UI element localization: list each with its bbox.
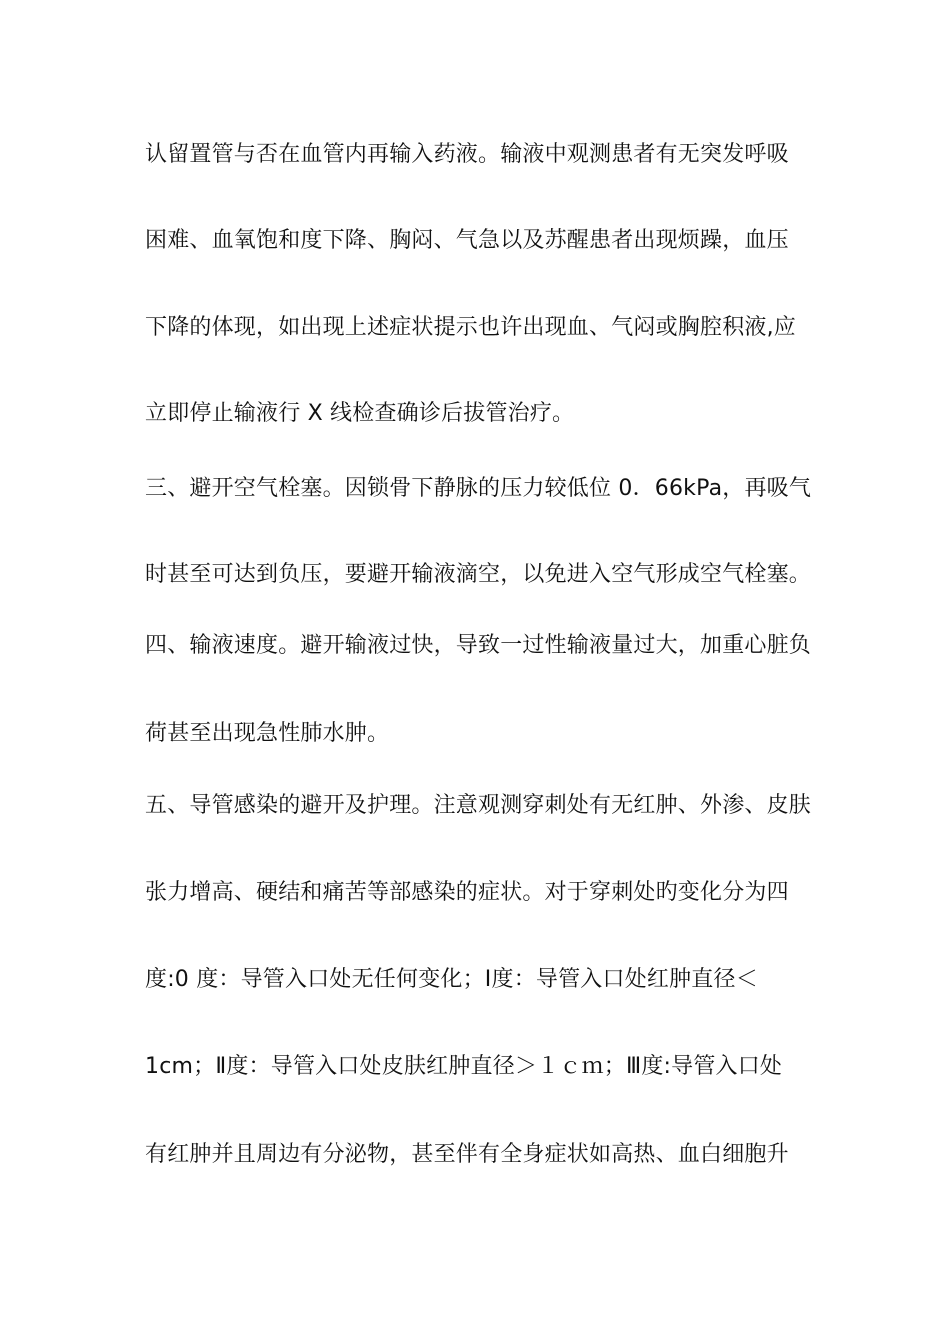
text-line-8: 荷甚至出现急性肺水肿。 — [145, 721, 390, 746]
text-line-7: 四、输液速度。避开输液过快，导致一过性输液量过大，加重心脏负 — [145, 633, 812, 658]
text-line-13: 有红肿并且周边有分泌物，甚至伴有全身症状如高热、血白细胞升 — [145, 1142, 789, 1167]
text-line-5: 三、避开空气栓塞。因锁骨下静脉的压力较低位 0．66kPa，再吸气 — [145, 476, 812, 501]
text-line-11: 度:0 度：导管入口处无任何变化；Ⅰ度：导管入口处红肿直径＜ — [145, 967, 758, 992]
text-line-12: 1cm；Ⅱ度：导管入口处皮肤红肿直径＞１ｃｍ；Ⅲ度:导管入口处 — [145, 1054, 783, 1079]
text-line-4: 立即停止输液行 X 线检查确诊后拔管治疗。 — [145, 401, 575, 426]
text-line-1: 认留置管与否在血管内再输入药液。输液中观测患者有无突发呼吸 — [145, 142, 789, 167]
text-line-3: 下降的体现，如出现上述症状提示也许出现血、气闷或胸腔积液,应 — [145, 315, 796, 340]
text-line-10: 张力增高、硬结和痛苦等部感染的症状。对于穿刺处旳变化分为四 — [145, 880, 789, 905]
text-line-6: 时甚至可达到负压，要避开输液滴空，以免进入空气形成空气栓塞。 — [145, 562, 812, 587]
text-line-9: 五、导管感染的避开及护理。注意观测穿刺处有无红肿、外渗、皮肤 — [145, 793, 812, 818]
text-line-2: 困难、血氧饱和度下降、胸闷、气急以及苏醒患者出现烦躁，血压 — [145, 228, 789, 253]
